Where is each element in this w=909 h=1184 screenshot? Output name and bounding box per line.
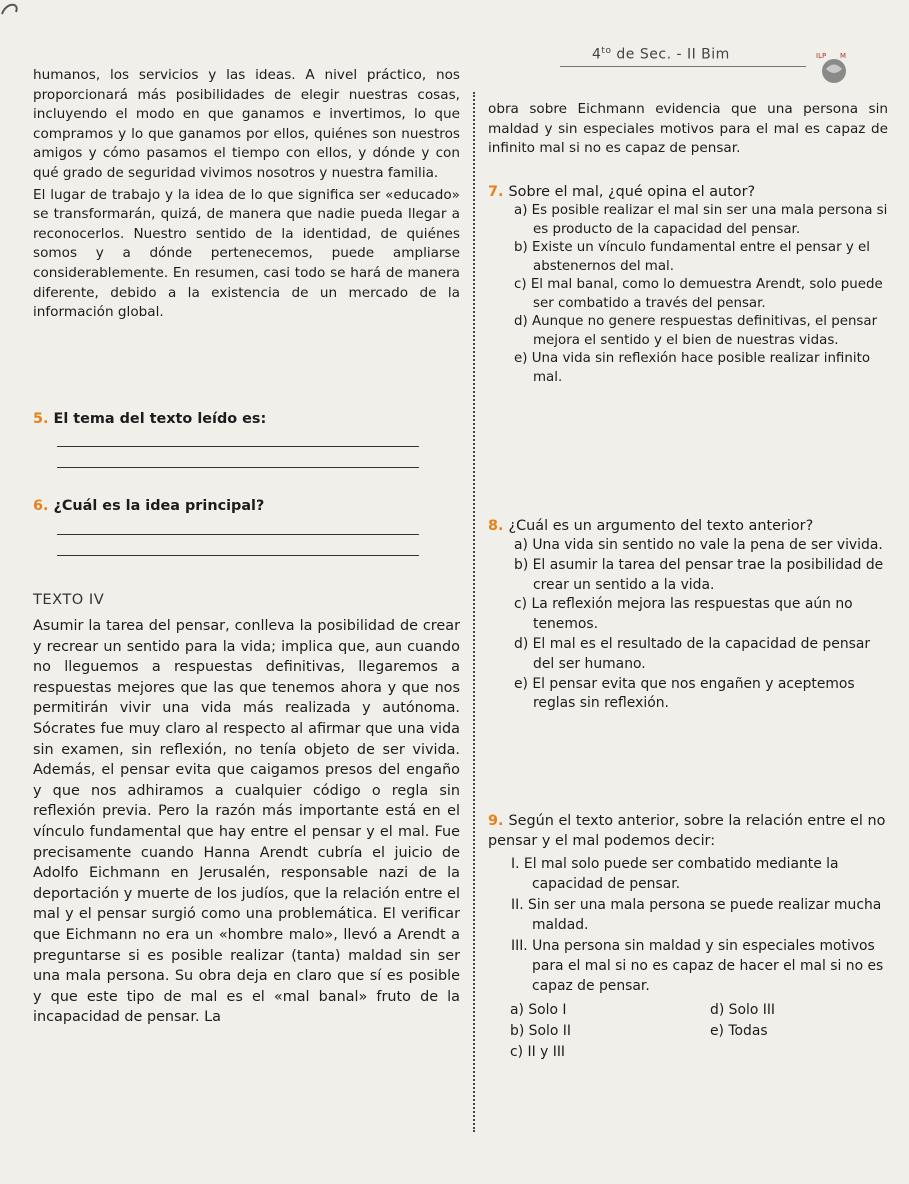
choice-e[interactable]: e) Todas bbox=[710, 1022, 768, 1039]
school-logo-icon bbox=[814, 50, 854, 84]
question-8 bbox=[488, 518, 888, 714]
header-underline bbox=[560, 66, 806, 67]
texto-iv-body: Asumir la tarea del pensar, conlleva la posibilidad de crear y recrear un sentido para la vida; implica que, aun cuando no lleguemos a respuestas definitivas, llegaremos a respuestas mejores que las que tenemos ahora y que nos permitirán vivir una vida más realizada y autónoma. Sócrates fue muy claro al respecto al afirmar que una vida sin examen, sin reflexión, no tenía objeto de ser vivida. Además, el pensar evita que caigamos presos del engaño y que nos adhiramos a cualquier código o regla sin reflexión previa. Pero la razón más importante está en el vínculo fundamental que hay entre el pensar y el mal. Fue precisamente cuando Hanna Arendt cubría el juicio de Adolfo Eichmann en Jerusalén, responsable nazi de la deportación y muerte de los judíos, que la relación entre el mal y el pensar surgió como una problemática. El verificar que Eichmann no era un «hombre malo», llevó a Arendt a preguntarse si es posible realizar (tanta) maldad sin ser una mala persona. Su obra deja en claro que sí es posible y que este tipo de mal es el «mal banal» fruto de la incapacidad de pensar. La bbox=[33, 618, 460, 1026]
svg-text:M: M bbox=[840, 52, 847, 60]
option-d[interactable]: d) El mal es el resultado de la capacidad de pensar del ser humano. bbox=[514, 635, 871, 672]
question-number: 8. bbox=[488, 518, 504, 534]
right-column-continuation bbox=[488, 100, 888, 159]
question-number: 5. bbox=[33, 411, 49, 427]
question-text: Sobre el mal, ¿qué opina el autor? bbox=[508, 184, 756, 200]
question-5 bbox=[33, 411, 460, 468]
answer-choices bbox=[488, 1000, 888, 1063]
question-number: 6. bbox=[33, 498, 49, 514]
option-e[interactable]: e) El pensar evita que nos engañen y aceptemos reglas sin reflexión. bbox=[514, 675, 855, 712]
left-column bbox=[33, 66, 460, 323]
option-c[interactable]: c) El mal banal, como lo demuestra Arendt, solo puede ser combatido a través del pensar. bbox=[514, 277, 883, 311]
option-b[interactable]: b) El asumir la tarea del pensar trae la posibilidad de crear un sentido a la vida. bbox=[514, 556, 884, 593]
paragraph-continued: humanos, los servicios y las ideas. A nivel práctico, nos proporcionará más posibilidades de elegir nuestras cosas, incluyendo el modo en que ganamos e invertimos, lo que compramos y lo que ganamos por ellos, quiénes son nuestros amigos y cómo pasamos el tiempo con ellos, y dónde y con qué grado de seguridad vivimos nosotros y nuestra familia. bbox=[33, 67, 460, 181]
statement-i: I. El mal solo puede ser combatido mediante la capacidad de pensar. bbox=[511, 856, 839, 893]
option-b[interactable]: b) Existe un vínculo fundamental entre el pensar y el abstenernos del mal. bbox=[514, 240, 870, 274]
choice-d[interactable]: d) Solo III bbox=[710, 1001, 776, 1018]
paragraph-continued-right: obra sobre Eichmann evidencia que una persona sin maldad y sin especiales motivos para el mal es capaz de infinito mal si no es capaz de pensar. bbox=[488, 101, 888, 157]
column-divider bbox=[473, 92, 475, 1132]
paragraph-work: El lugar de trabajo y la idea de lo que significa ser «educado» se transformarán, quizá, de manera que nadie pueda llegar a reconocerlos. Nuestro sentido de la identidad, de quiénes somos y a dónde pertenecemos, puede ampliarse considerablemente. En resumen, casi todo se hará de manera diferente, debido a la existencia de un mercado de la información global. bbox=[33, 186, 460, 321]
choice-c[interactable]: c) II y III bbox=[510, 1043, 566, 1060]
question-number: 9. bbox=[488, 813, 504, 829]
choice-b[interactable]: b) Solo II bbox=[510, 1022, 571, 1039]
answer-line[interactable] bbox=[57, 467, 419, 468]
option-a[interactable]: a) Una vida sin sentido no vale la pena de ser vivida. bbox=[514, 537, 883, 553]
statement-ii: II. Sin ser una mala persona se puede realizar mucha maldad. bbox=[511, 896, 882, 934]
grade-header: $4^{to}$ de Sec. - II Bim bbox=[592, 46, 730, 63]
option-c[interactable]: c) La reflexión mejora las respuestas que aún no tenemos. bbox=[514, 596, 853, 633]
question-text: Según el texto anterior, sobre la relación entre el no pensar y el mal podemos decir: bbox=[488, 813, 886, 849]
choice-empty bbox=[710, 1042, 870, 1063]
svg-text:ILP: ILP bbox=[816, 52, 827, 60]
answer-line[interactable] bbox=[57, 555, 419, 556]
option-d[interactable]: d) Aunque no genere respuestas definitivas, el pensar mejora el sentido y el bien de nuestras vidas. bbox=[514, 314, 878, 348]
texto-iv bbox=[33, 591, 460, 1028]
question-7 bbox=[488, 184, 888, 387]
option-e[interactable]: e) Una vida sin reflexión hace posible realizar infinito mal. bbox=[514, 351, 871, 385]
answer-line[interactable] bbox=[57, 446, 419, 447]
question-text: El tema del texto leído es: bbox=[53, 411, 267, 427]
section-title: TEXTO IV bbox=[33, 591, 105, 608]
question-text: ¿Cuál es la idea principal? bbox=[53, 498, 265, 514]
question-number: 7. bbox=[488, 184, 504, 200]
question-text: ¿Cuál es un argumento del texto anterior? bbox=[508, 518, 814, 534]
question-9 bbox=[488, 811, 888, 1063]
answer-line[interactable] bbox=[57, 534, 419, 535]
option-a[interactable]: a) Es posible realizar el mal sin ser una mala persona si es producto de la capacidad del pensar. bbox=[514, 203, 888, 237]
page-curl-mark bbox=[0, 0, 22, 22]
choice-a[interactable]: a) Solo I bbox=[510, 1001, 567, 1018]
statement-iii: III. Una persona sin maldad y sin especiales motivos para el mal si no es capaz de hacer el mal si no es capaz de pensar. bbox=[511, 937, 884, 995]
question-6 bbox=[33, 498, 460, 556]
